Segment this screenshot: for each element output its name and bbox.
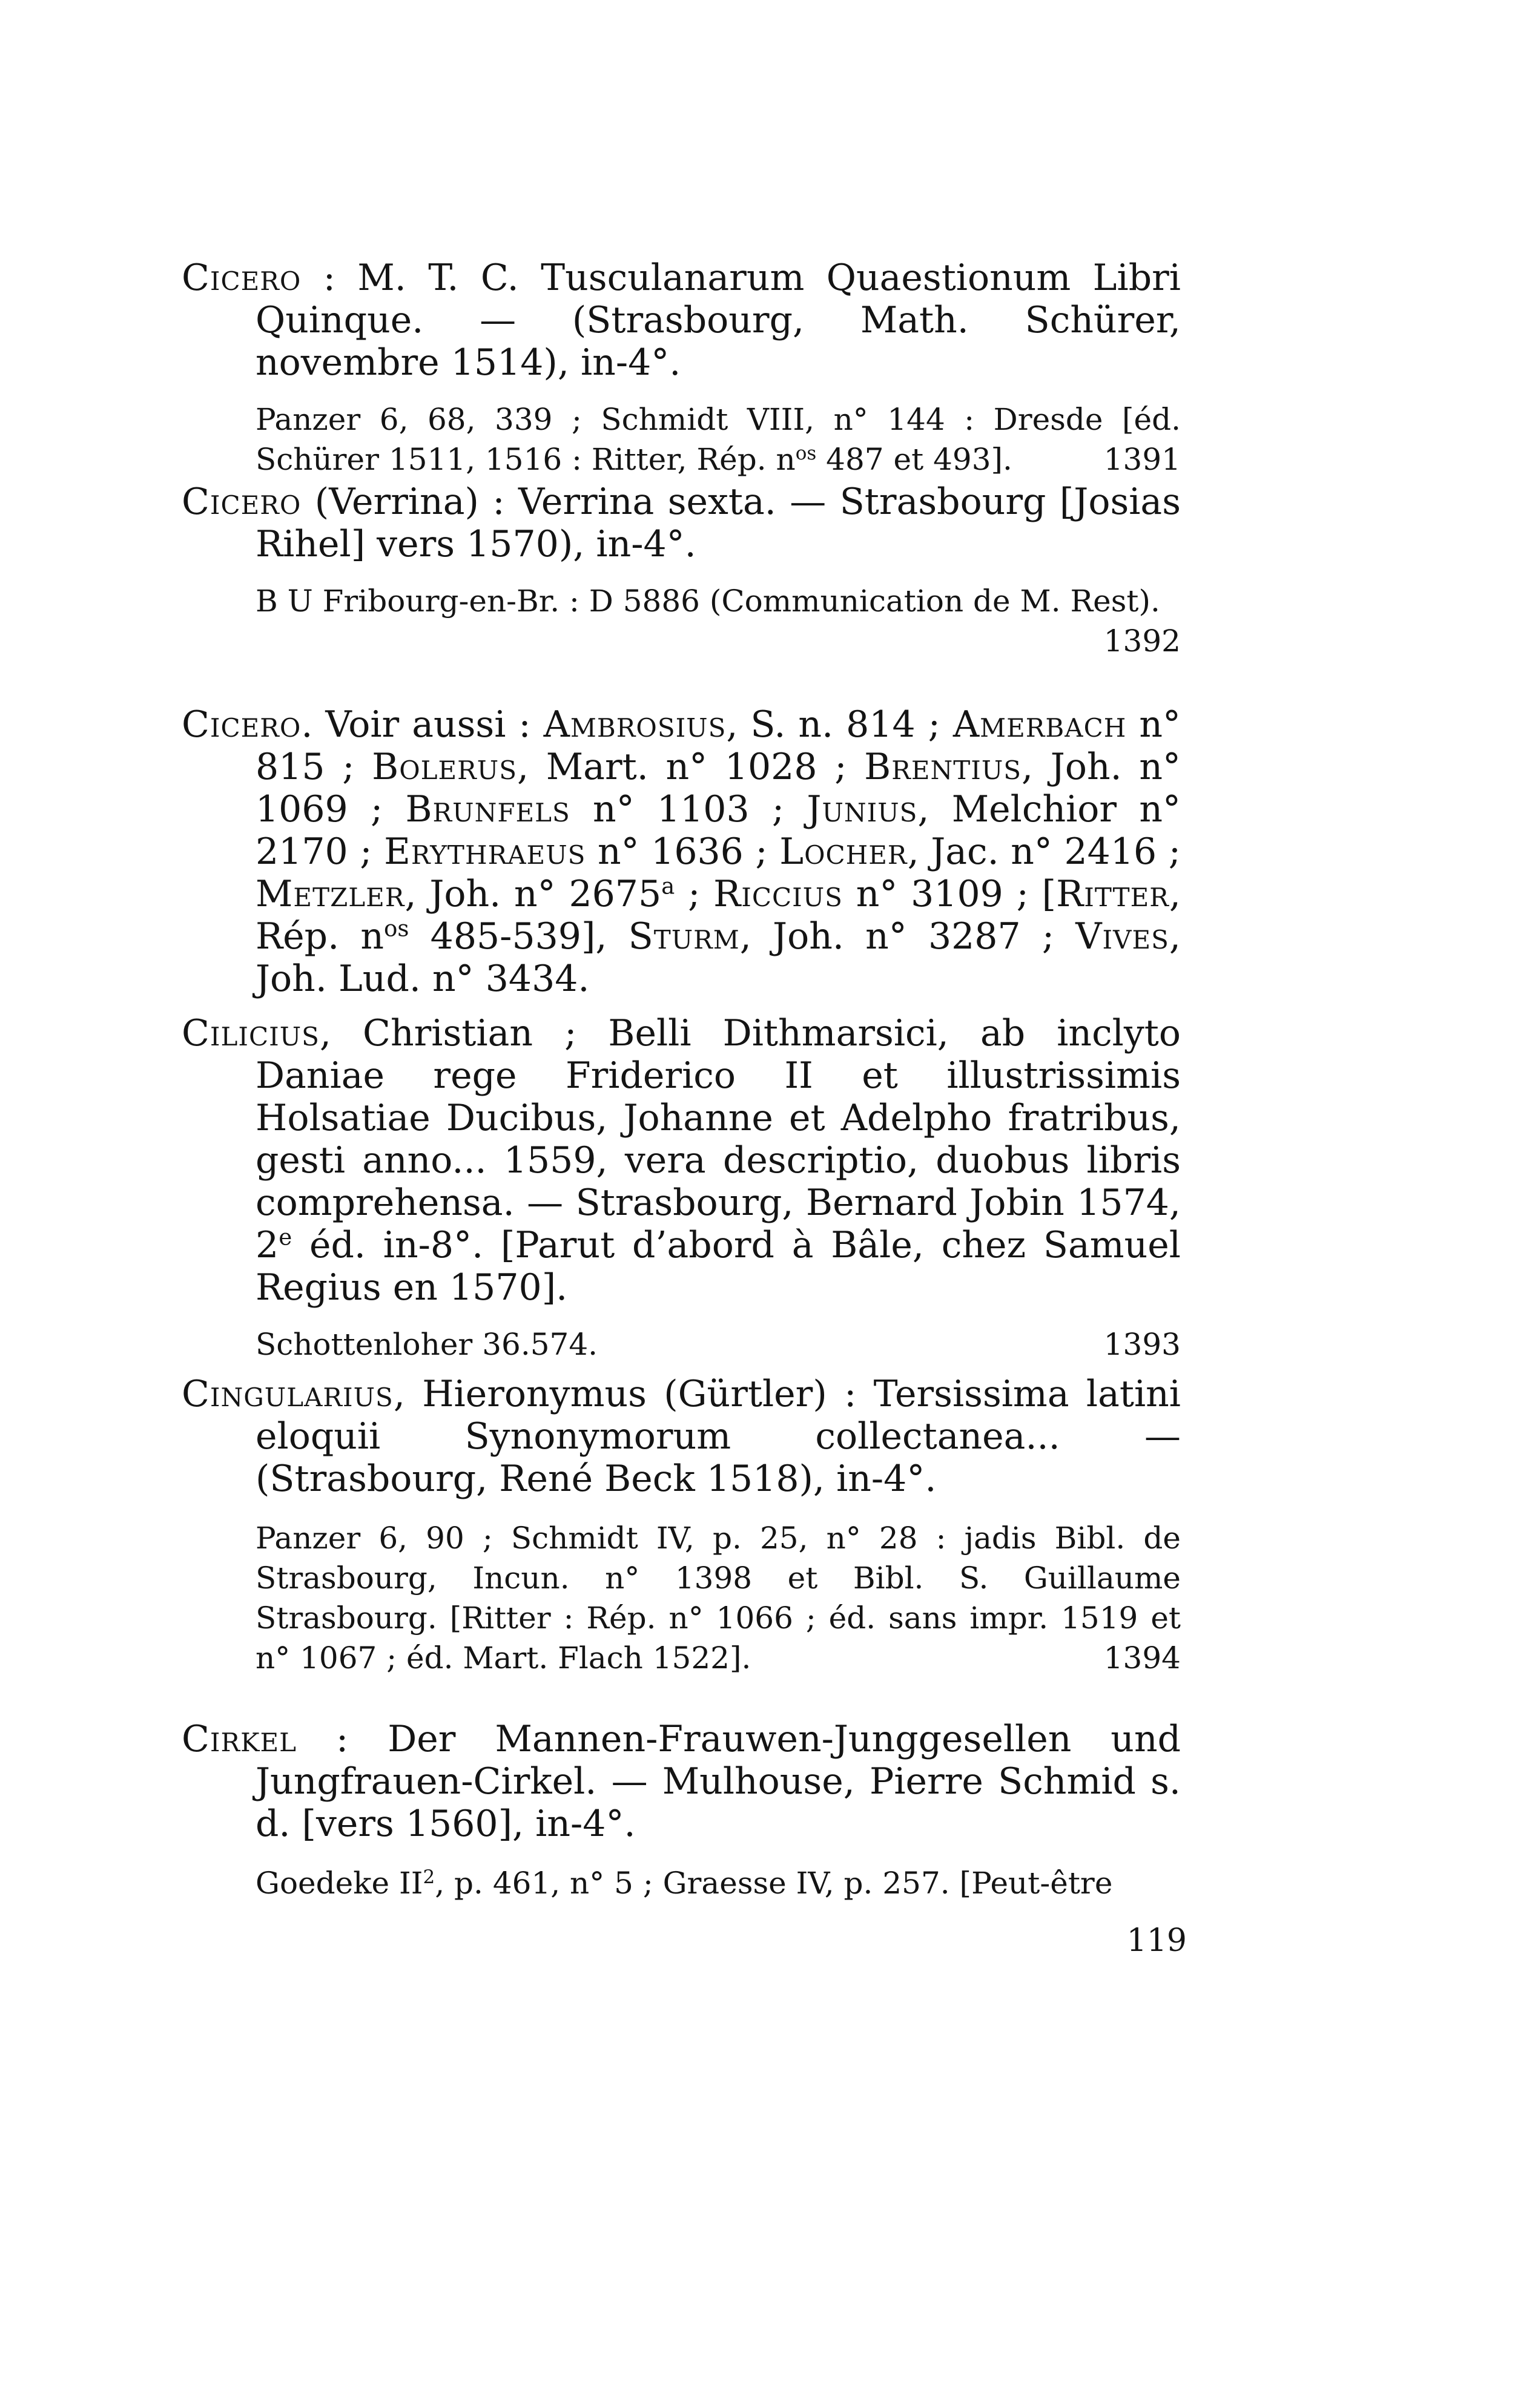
cross-ref-name: Ritter [1056, 873, 1169, 915]
entry-headword: Cilicius [182, 1012, 320, 1054]
cross-ref-name: Brentius [864, 746, 1022, 788]
entry-number: 1394 [1103, 1640, 1181, 1676]
cross-ref-name: Metzler [256, 873, 405, 915]
entry-1391 [182, 257, 1181, 479]
entry-number: 1393 [1103, 1327, 1181, 1362]
entry-reference: Schottenloher 36.574. 1393 [182, 1324, 1181, 1364]
entry-number: 1391 [1103, 442, 1181, 477]
entry-number: 1392 [1103, 623, 1181, 659]
entry-1392 [182, 481, 1181, 661]
cross-ref-name: Junius [807, 788, 918, 831]
page-number: 119 [1126, 1923, 1187, 1959]
cross-ref-name: Amerbach [952, 703, 1127, 746]
entry-text: Cingularius, Hieronymus (Gürtler) : Tersissima latini eloquii Synonymorum collectanea... — (Strasbourg, René Beck 1518), in-4°. [182, 1373, 1181, 1500]
entry-headword: Cingularius [182, 1373, 394, 1415]
entry-text: Cicero : M. T. C. Tusculanarum Quaestionum Libri Quinque. — (Strasbourg, Math. Schürer, novembre 1514), in-4°. [182, 257, 1181, 384]
cross-ref-name: Bolerus [372, 746, 517, 788]
cross-ref-name: Erythraeus [384, 831, 586, 873]
entry-1393 [182, 1012, 1181, 1364]
cross-ref-name: Locher [779, 831, 908, 873]
entry-reference: Goedeke $II^2$, p. 461, n° 5 ; Graesse IV, p. 257. [Peut-être [256, 1866, 1113, 1901]
cross-ref-name: Riccius [713, 873, 843, 915]
entry-headword: Cicero [182, 257, 302, 299]
cross-ref-name: Vives [1075, 915, 1169, 958]
entry-reference: Panzer 6, 68, 339 ; Schmidt VIII, n° 144 : Dresde [éd. Schürer 1511, 1516 : Ritter, Rép. $n^{os}$ 487 et 493]. 1391 [182, 400, 1181, 479]
entry-cicero-see-also [182, 703, 1181, 1000]
cross-ref-name: Sturm [628, 915, 740, 958]
entry-headword: Cicero [182, 703, 302, 746]
entry-text: Cirkel : Der Mannen-Frauwen-Junggesellen und Jungfrauen-Cirkel. — Mulhouse, Pierre Schmid s. d. [vers 1560], in-4°. [182, 1718, 1181, 1845]
entry-text: Cicero (Verrina) : Verrina sexta. — Strasbourg [Josias Rihel] vers 1570), in-4°. [182, 481, 1181, 565]
entry-1394 [182, 1373, 1181, 1678]
cross-ref-name: Ambrosius [543, 703, 727, 746]
entry-headword: Cicero [182, 481, 302, 523]
entry-cirkel [182, 1718, 1181, 1903]
entry-reference: B U Fribourg-en-Br. : D 5886 (Communication de M. Rest). [256, 584, 1160, 619]
cross-ref-name: Brunfels [405, 788, 570, 831]
entry-text: Cilicius, Christian ; Belli Dithmarsici, ab inclyto Daniae rege Friderico II et illustrissimis Holsatiae Ducibus, Johanne et Adelpho fratribus, gesti anno... 1559, vera descriptio, duobus libris comprehensa. — Strasbourg, Bernard Jobin 1574, 2e éd. in-8°. [Parut d’abord à Bâle, chez Samuel Regius en 1570]. [182, 1012, 1181, 1309]
entry-text: Cicero. Voir aussi : Ambrosius, S. n. 814 ; Amerbach n° 815 ; Bolerus, Mart. n° 1028 ; Brentius, Joh. n° 1069 ; Brunfels n° 1103 ; Junius, Melchior n° 2170 ; Erythraeus n° 1636 ; Locher, Jac. n° 2416 ; Metzler, Joh. n° 2675$^a$ ; Riccius n° 3109 ; [Ritter, Rép. $n^{os}$ 485-539], Sturm, Joh. n° 3287 ; Vives, Joh. Lud. n° 3434. [182, 703, 1181, 1000]
entry-headword: Cirkel [182, 1718, 297, 1760]
entry-reference: Panzer 6, 90 ; Schmidt IV, p. 25, n° 28 : jadis Bibl. de Strasbourg, Incun. n° 1398 et Bibl. S. Guillaume Strasbourg. [Ritter : Rép. n° 1066 ; éd. sans impr. 1519 et n° 1067 ; éd. Mart. Flach 1522]. 1394 [182, 1518, 1181, 1678]
